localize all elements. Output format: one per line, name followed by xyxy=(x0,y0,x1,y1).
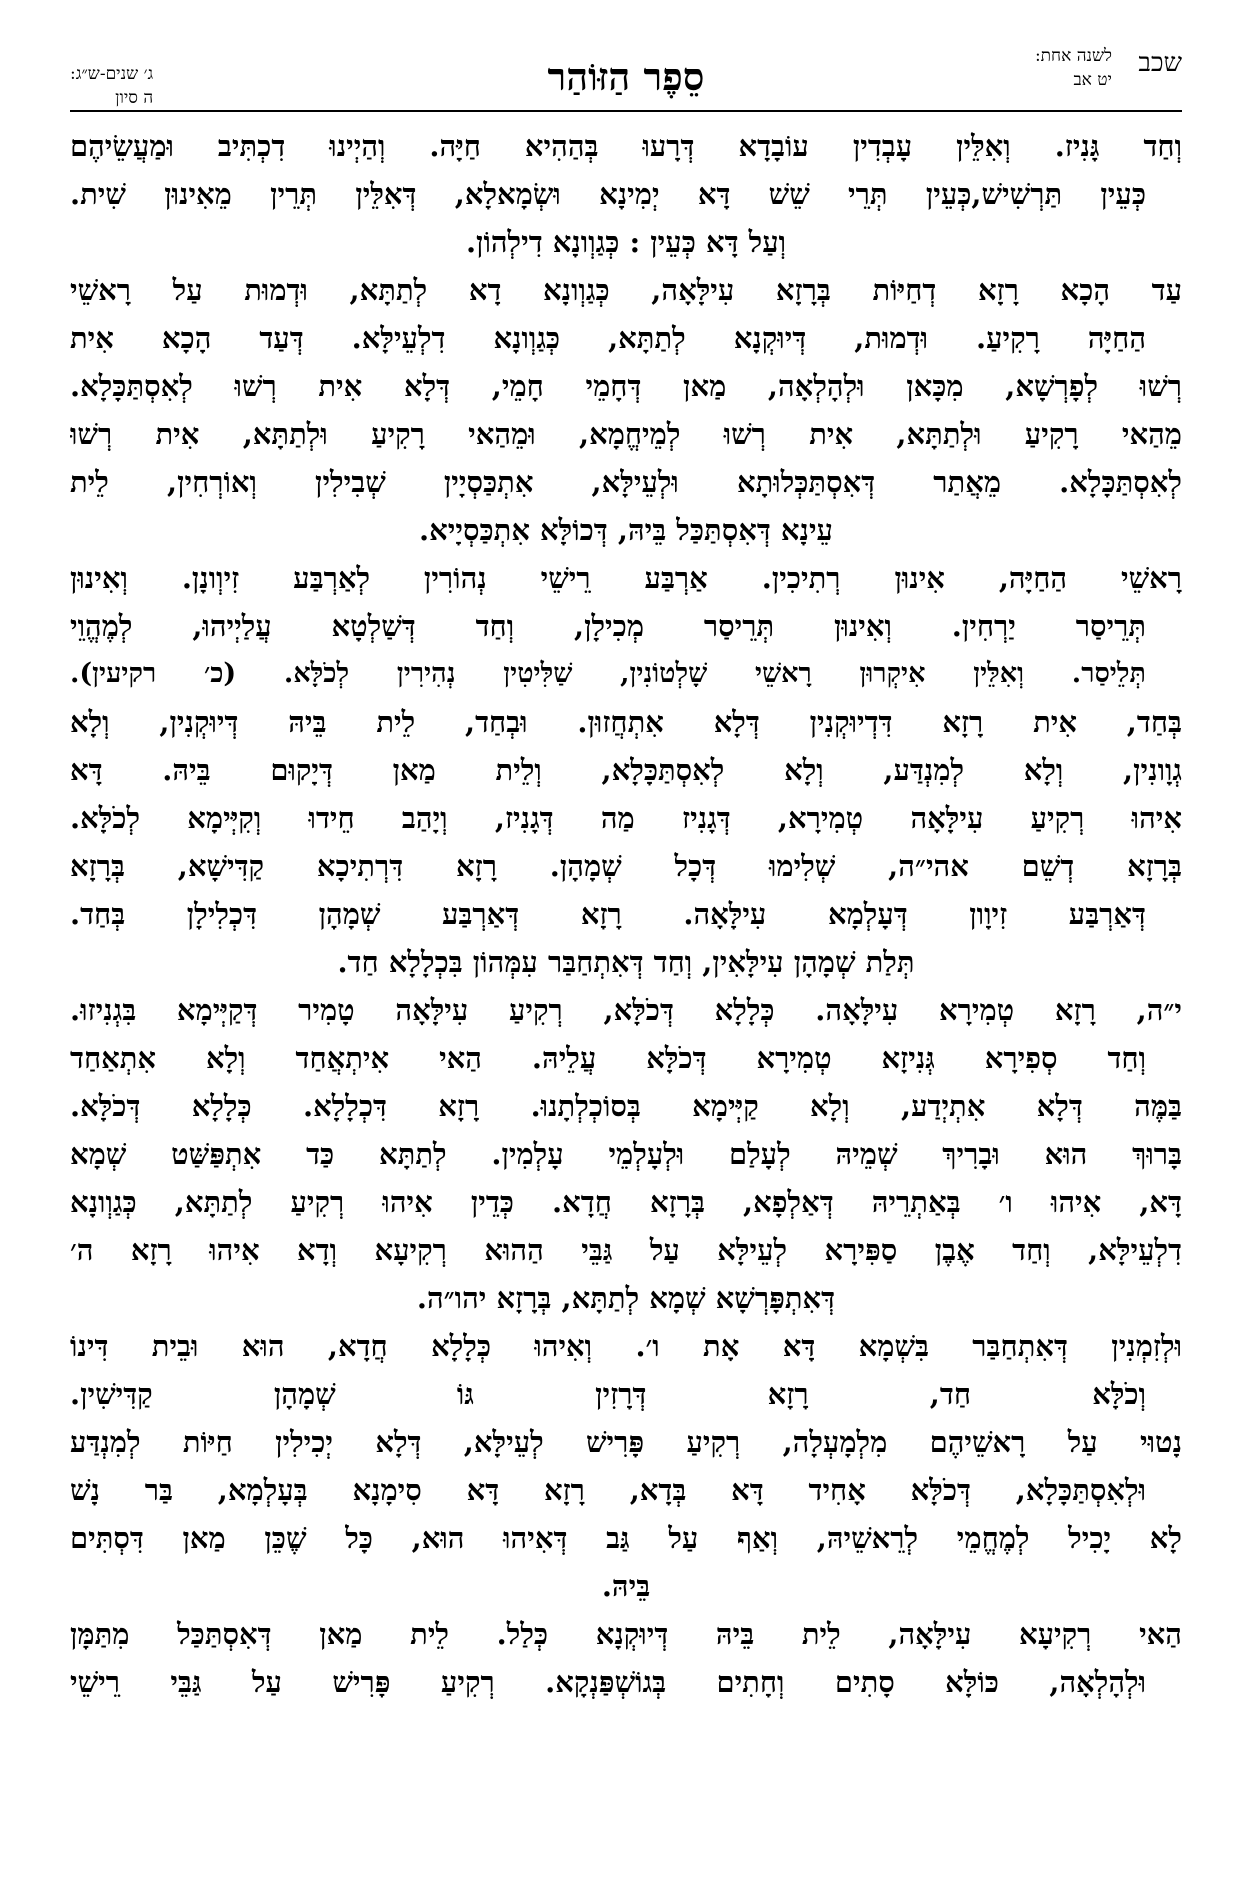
text-line: וְעַל דָּא כְּעֵין : כְּגַוְונָא דִילְהוֹן. xyxy=(465,225,787,259)
text-line: בַּמֶּה דְּלָא אִתְיְדַע, וְלָא קַיְּימָא בְּסוֹכְלְתָנוּ. רָזָא דִּכְלָלָא. כְּלָלָא דְּכֹלָּא. xyxy=(70,1089,1182,1123)
text-line: י״ה, רָזָא טְמִירָא עִילָּאָה. כְּלָלָא דְּכֹלָּא, רְקִיעַ עִילָּאָה טָמִיר דְּקַיְּימָא בִּגְנִיזוּ. xyxy=(70,993,1182,1027)
text-line: תְּרֵיסַר יַרְחִין. וְאִינוּן תְּרֵיסַר מְכִילָן, וְחַד דְּשַׁלְטָא עֲלַיְיהוּ, לְמֶהֱוֵי xyxy=(70,609,1146,643)
text-line: עֵינָא דְּאִסְתַּכַּל בֵּיהּ, דְּכוֹלָּא אִתְכַּסְיָיא. xyxy=(419,513,833,547)
text-line: לָא יָכִיל לְמֶחֱמֵי לְרֵאשֵׁיהּ, וְאַף עַל גַּב דְּאִיהוּ הוּא, כָּל שֶׁכֵּן מַאן דִּסְתִּים xyxy=(70,1521,1182,1555)
text-line: בְּרָזָא דְשֵׁם אהי״ה, שְׁלִימוּ דְּכָל שְׁמָהָן. רָזָא דִּרְתִיכָא קַדִּישָׁא, בְּרָזָא xyxy=(70,849,1182,883)
text-line: הַאי רְקִיעָא עִילָּאָה, לֵית בֵּיהּ דְּיוּקְנָא כְּלַל. לֵית מַאן דְּאִסְתַּכַּל מִתַּמָּן xyxy=(70,1617,1182,1651)
text-line: בְּחַד, אִית רָזָא דִּדְיוּקְנִין דְּלָא אִתְחֲזוּן. וּבְחַד, לֵית בֵּיהּ דְּיוּקְנִין, וְלָא xyxy=(70,705,1182,739)
text-line: דְּאִתְפָּרְשָׁא שְׁמָא לְתַתָּא, בְּרָזָא יהו״ה. xyxy=(416,1281,836,1315)
text-line: אִיהוּ רְקִיעַ עִילָּאָה טְמִירָא, דְּגָנִיז מַה דְּגָנִיז, וְיָהַב חֵידוּ וְקִיְּימָא לְכֹלָּא. xyxy=(70,801,1182,835)
text-line: וּלְאִסְתַּכָּלָא, דְּכֹלָּא אָחִיד דָּא בְּדָא, רָזָא דָּא סִימָנָא בְּעָלְמָא, בַּר נָשׁ xyxy=(70,1473,1146,1507)
text-line: וּלְזִמְנִין דְּאִתְחַבַּר בִּשְׁמָא דָּא אָת ו׳. וְאִיהוּ כְּלָלָא חֲדָא, הוּא וּבֵית דִּינוֹ xyxy=(70,1329,1182,1363)
book-title: סֵפֶר הַזּוֹהַר xyxy=(547,54,705,99)
text-line: וּלְהָלְאָה, כּוֹלָּא סָתִים וְחָתִים בְּגוֹשְׁפַּנְקָא. רְקִיעַ פָּרִישׁ עַל גַּבֵּי רֵישֵׁי xyxy=(70,1665,1146,1699)
text-line: רְשׁוּ לְפָרְשָׁא, מִכָּאן וּלְהָלְאָה, מַאן דְּחָמֵי חָמֵי, דְּלָא אִית רְשׁוּ לְאִסְתַּכָּלָא. xyxy=(70,369,1182,403)
yearly-schedule-label: לשנה אחת: xyxy=(1034,46,1112,66)
page-number: שכב xyxy=(1138,48,1182,78)
page-header xyxy=(70,40,1182,112)
three-year-schedule xyxy=(70,62,153,110)
three-year-schedule-date: ה סיון xyxy=(115,88,154,108)
text-line: וְחַד גָּנִיז. וְאִלֵּין עָבְדִין עוֹבָדָא דְּרָעוּ בְּהַהִיא חַיָּה. וְהַיְינוּ דִכְתִּיב וּמַעֲשֵׂיהֶם xyxy=(70,129,1182,163)
text-line: דְּאַרְבַּע זִיוָון דְּעָלְמָא עִילָּאָה. רָזָא דְּאַרְבַּע שְׁמָהָן דִּכְלִילָן בְּחַד. xyxy=(70,897,1146,931)
text-line: בָּרוּךְ הוּא וּבָרִיךְ שְׁמֵיהּ לְעָלַם וּלְעָלְמֵי עָלְמִין. לְתַתָּא כַּד אִתְפַּשַּׁט שְׁמָא xyxy=(70,1137,1182,1171)
text-line: תְּלַת שְׁמָהָן עִילָּאִין, וְחַד דְּאִתְחַבַּר עִמְּהוֹן בִּכְלָלָא חַד. xyxy=(337,945,915,979)
text-line: דָּא, אִיהוּ ו׳ בְּאַתְרֵיהּ דְּאַלְפָא, בְּרָזָא חֲדָא. כְּדֵין אִיהוּ רְקִיעַ לְתַתָּא, כְּגַוְונָא xyxy=(70,1185,1182,1219)
text-line: מֵהַאי רָקִיעַ וּלְתַתָּא, אִית רְשׁוּ לְמֵיחֱמָא, וּמֵהַאי רָקִיעַ וּלְתַתָּא, אִית רְשׁוּ xyxy=(70,417,1182,451)
text-line: תְּלֵיסַר. וְאִלֵּין אִיקְרוּן רָאשֵׁי שָׁלְטוֹנִין, שַׁלִּיטִין נְהִירִין לְכֹלָּא. (כ׳ רקיעין). xyxy=(70,658,1146,689)
text-line: כְּעֵין תַּרְשִׁישׁ,כְּעֵין תְּרֵי שֵׁשׁ דָּא יְמִינָא וּשְׂמָאלָא, דְּאִלֵּין תְּרֵין מֵאִינוּן שִׁית. xyxy=(70,177,1146,211)
text-line: הַחַיָּה רָקִיעַ. וּדְמוּת, דְּיוּקְנָא לְתַתָּא, כְּגַוְונָא דִלְעֵילָּא. דְּעַד הָכָא אִית xyxy=(70,321,1146,355)
text-line: לְאִסְתַּכָּלָא. מֵאֲתַר דְּאִסְתַּכְּלוּתָא וּלְעֵילָּא, אִתְכַּסְיָין שְׁבִילִין וְאוֹרְחִין, לֵית xyxy=(70,465,1182,499)
text-line: וְכֹלָּא חַד, רָזָא דְּרָזִין גּוֹ שְׁמָהָן קַדִּישִׁין. xyxy=(70,1377,1146,1411)
text-line: דִלְעֵילָּא, וְחַד אֶבֶן סַפִּירָא לְעֵילָּא עַל גַּבֵּי הַהוּא רְקִיעָא וְדָא אִיהוּ רָזָא ה׳ xyxy=(70,1233,1182,1267)
text-line: עַד הָכָא רָזָא דְחַיּוֹת בְּרָזָא עִילָּאָה, כְּגַוְונָא דָא לְתַתָּא, וּדְמוּת עַל רָאשֵׁי xyxy=(70,273,1182,307)
text-line: נָטוּי עַל רָאשֵׁיהֶם מִלְמָעְלָה, רְקִיעַ פָּרִישׁ לְעֵילָּא, דְּלָא יְכִילִין חַיּוֹת לְמִנְדַּע xyxy=(70,1425,1182,1459)
body-text xyxy=(70,122,1182,1706)
text-line: רָאשֵׁי הַחַיָּה, אִינוּן רְתִיכִין. אַרְבַּע רֵישֵׁי נְהוֹרִין לְאַרְבַּע זִיוְונָן. וְאִינוּן xyxy=(70,561,1182,595)
text-line: גְוָונִין, וְלָא לְמִנְדַּע, וְלָא לְאִסְתַּכָּלָא, וְלֵית מַאן דְּיָקוּם בֵּיהּ. דָּא xyxy=(70,753,1182,787)
text-line: וְחַד סְפִירָא גְּנִיזָא טְמִירָא דְּכֹלָּא עֲלֵיהּ. הַאי אִיתְאֲחַד וְלָא אִתְאַחַד xyxy=(70,1041,1146,1075)
three-year-schedule-label: ג׳ שנים-ש״ג: xyxy=(70,64,154,84)
yearly-schedule-date: יט אב xyxy=(1073,70,1112,90)
text-line: בֵּיהּ. xyxy=(601,1569,651,1603)
header-rule xyxy=(70,110,1182,112)
